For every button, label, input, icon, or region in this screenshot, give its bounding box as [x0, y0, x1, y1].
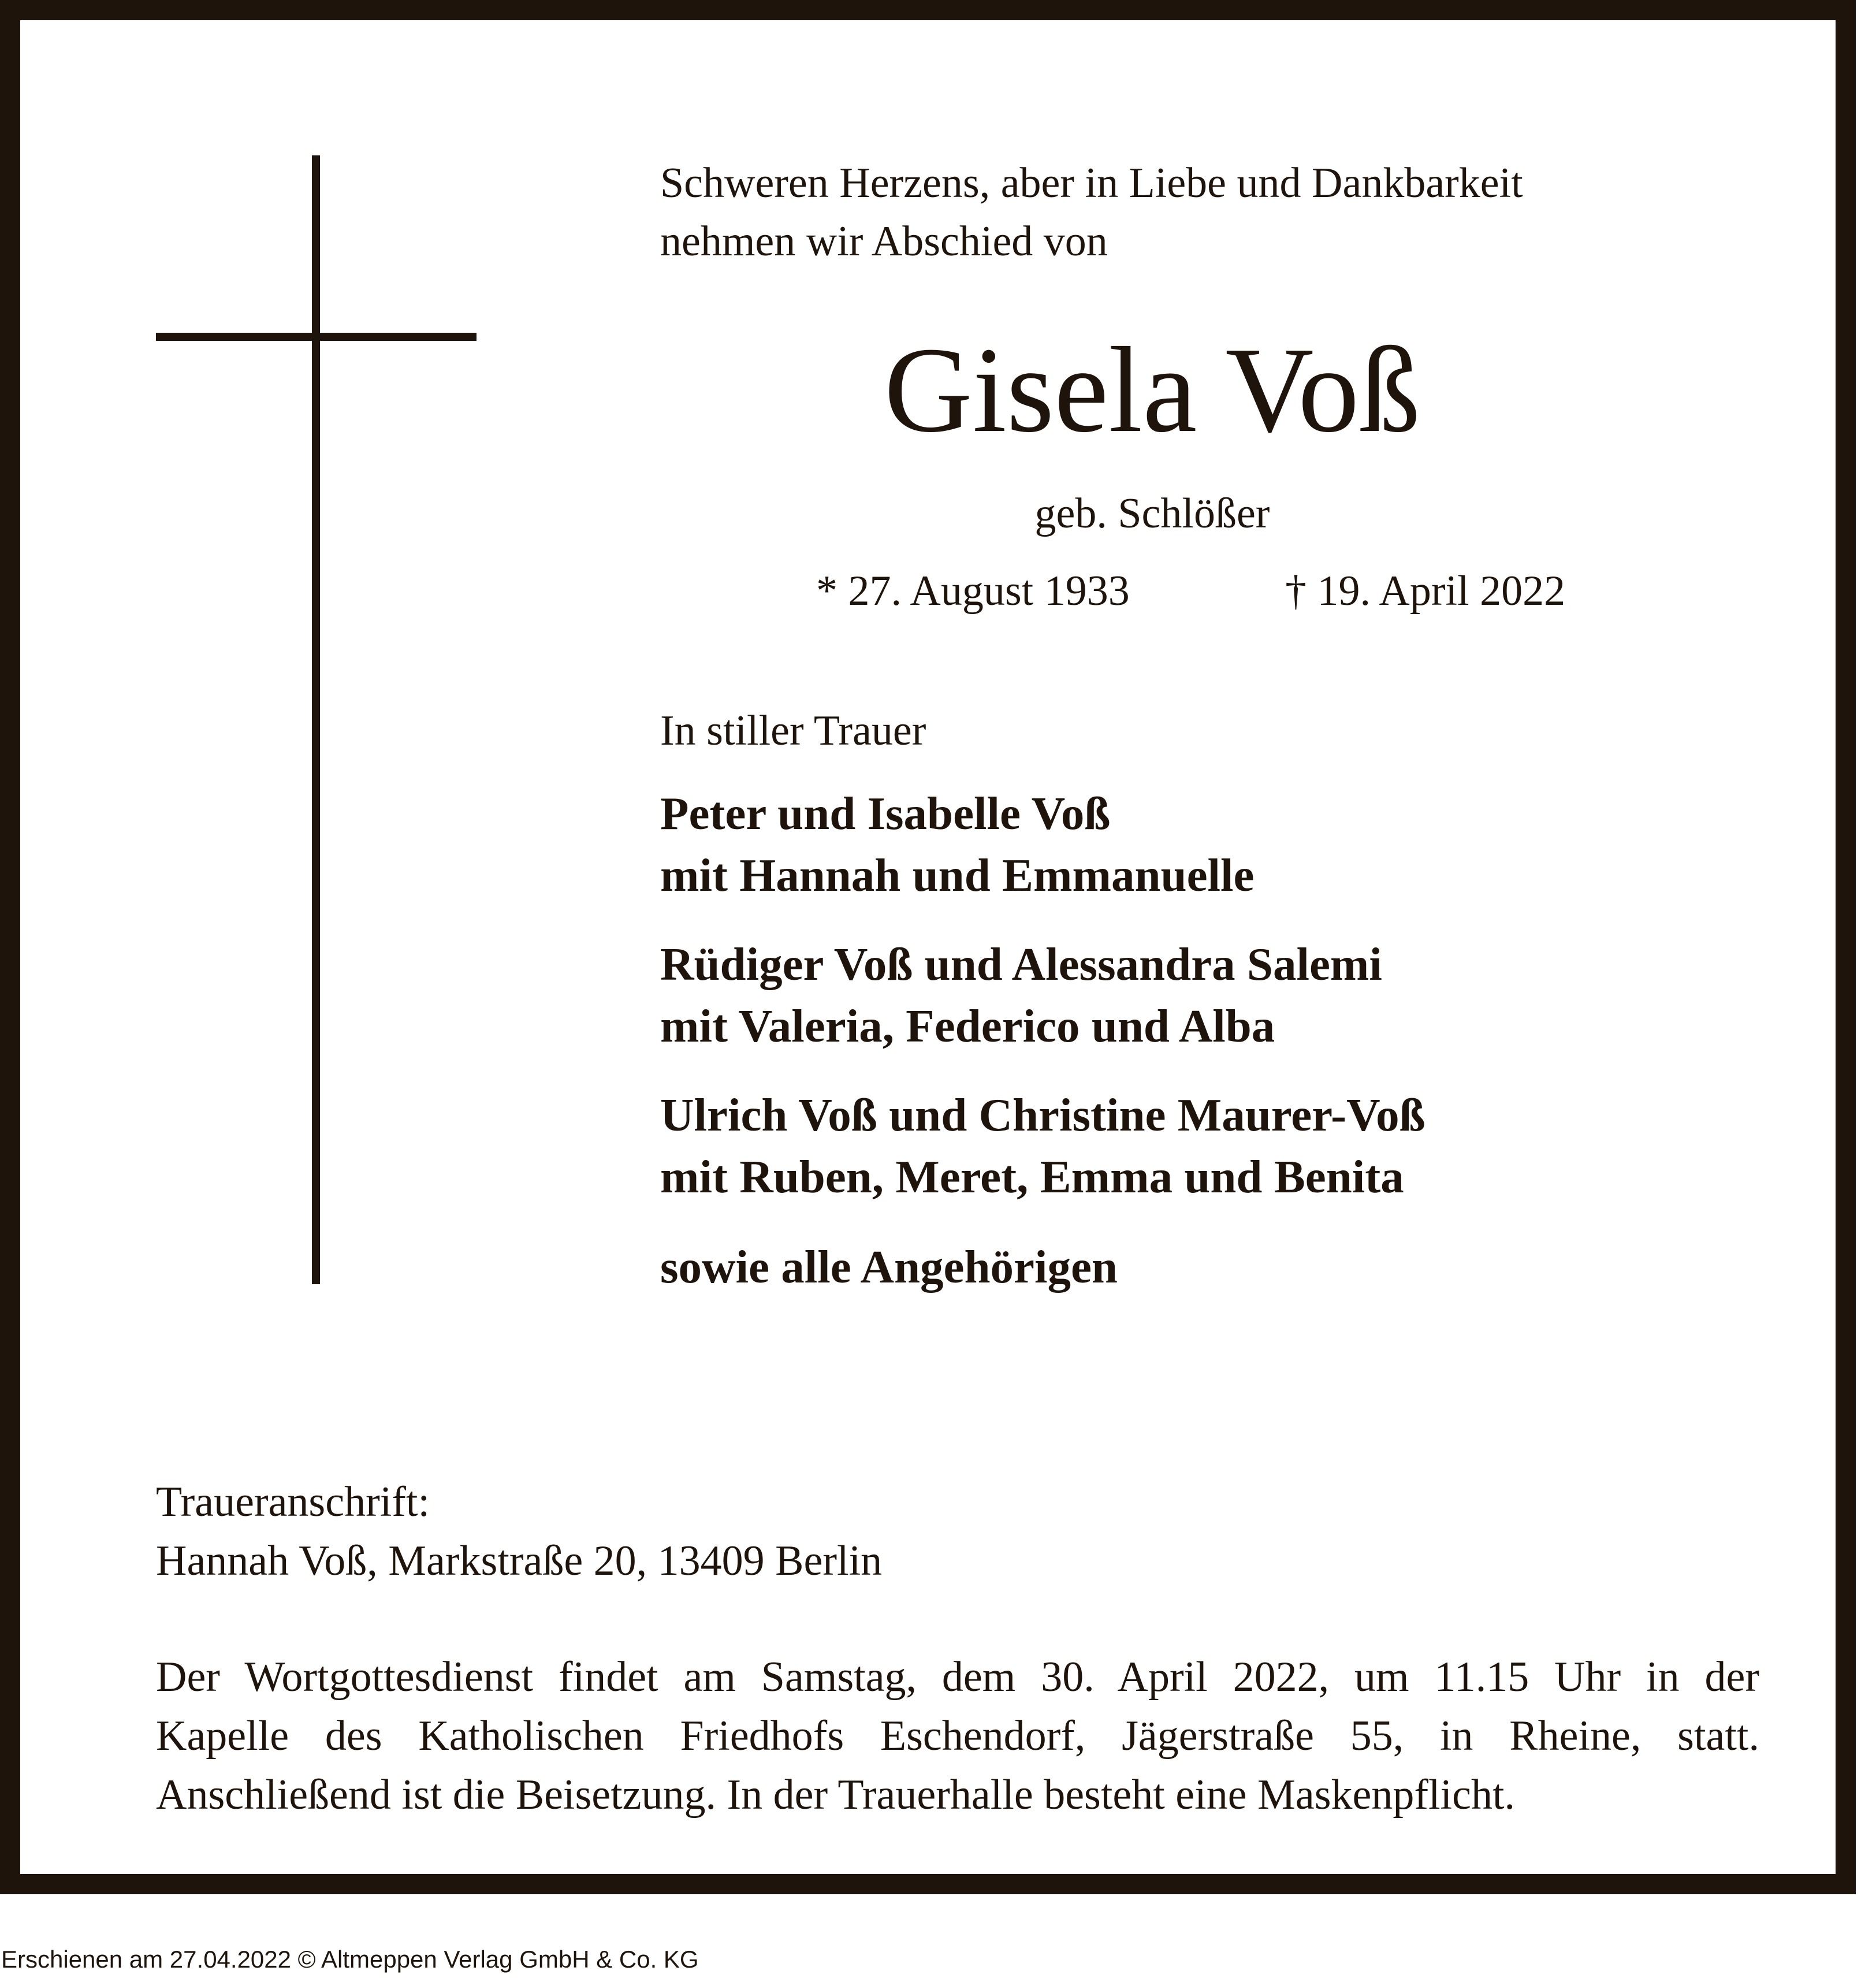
intro-line-2: nehmen wir Abschied von — [660, 218, 1108, 265]
mourners-list — [660, 783, 1425, 1235]
family-parents: Ulrich Voß und Christine Maurer-Voß — [660, 1089, 1425, 1141]
mourning-address — [156, 1473, 882, 1590]
service-line-1: Der Wortgottesdienst findet am Samstag, dem 30. April 2022, um 11.15 Uhr in der — [156, 1653, 1759, 1701]
family-children: mit Hannah und Emmanuelle — [660, 849, 1255, 901]
family-group — [660, 783, 1425, 906]
family-children: mit Valeria, Federico und Alba — [660, 1000, 1275, 1052]
service-announcement — [156, 1648, 1759, 1824]
family-children: mit Ruben, Meret, Emma und Benita — [660, 1151, 1404, 1203]
address-label: Traueranschrift: — [156, 1478, 430, 1526]
family-parents: Rüdiger Voß und Alessandra Salemi — [660, 938, 1382, 990]
service-line-3: Anschließend ist die Beisetzung. In der Trauerhalle besteht eine Maskenpflicht. — [156, 1771, 1516, 1819]
birth-date: * 27. August 1933 — [816, 567, 1130, 615]
deceased-name: Gisela Voß — [884, 322, 1421, 458]
death-date: † 19. April 2022 — [1285, 567, 1566, 615]
intro-text — [660, 154, 1523, 271]
family-group — [660, 934, 1425, 1057]
family-group — [660, 1084, 1425, 1208]
other-relatives: sowie alle Angehörigen — [660, 1241, 1118, 1293]
maiden-name: geb. Schlößer — [1034, 490, 1270, 537]
cross-horizontal-bar — [156, 333, 477, 341]
intro-line-1: Schweren Herzens, aber in Liebe und Dankbarkeit — [660, 159, 1523, 207]
service-line-2: Kapelle des Katholischen Friedhofs Eschendorf, Jägerstraße 55, in Rheine, statt. — [156, 1712, 1759, 1760]
cross-vertical-bar — [312, 155, 320, 1284]
publication-credit: Erschienen am 27.04.2022 © Altmeppen Verlag GmbH & Co. KG — [1, 1946, 699, 1973]
family-parents: Peter und Isabelle Voß — [660, 787, 1111, 839]
address-line: Hannah Voß, Markstraße 20, 13409 Berlin — [156, 1537, 883, 1585]
mourning-label: In stiller Trauer — [660, 707, 926, 754]
